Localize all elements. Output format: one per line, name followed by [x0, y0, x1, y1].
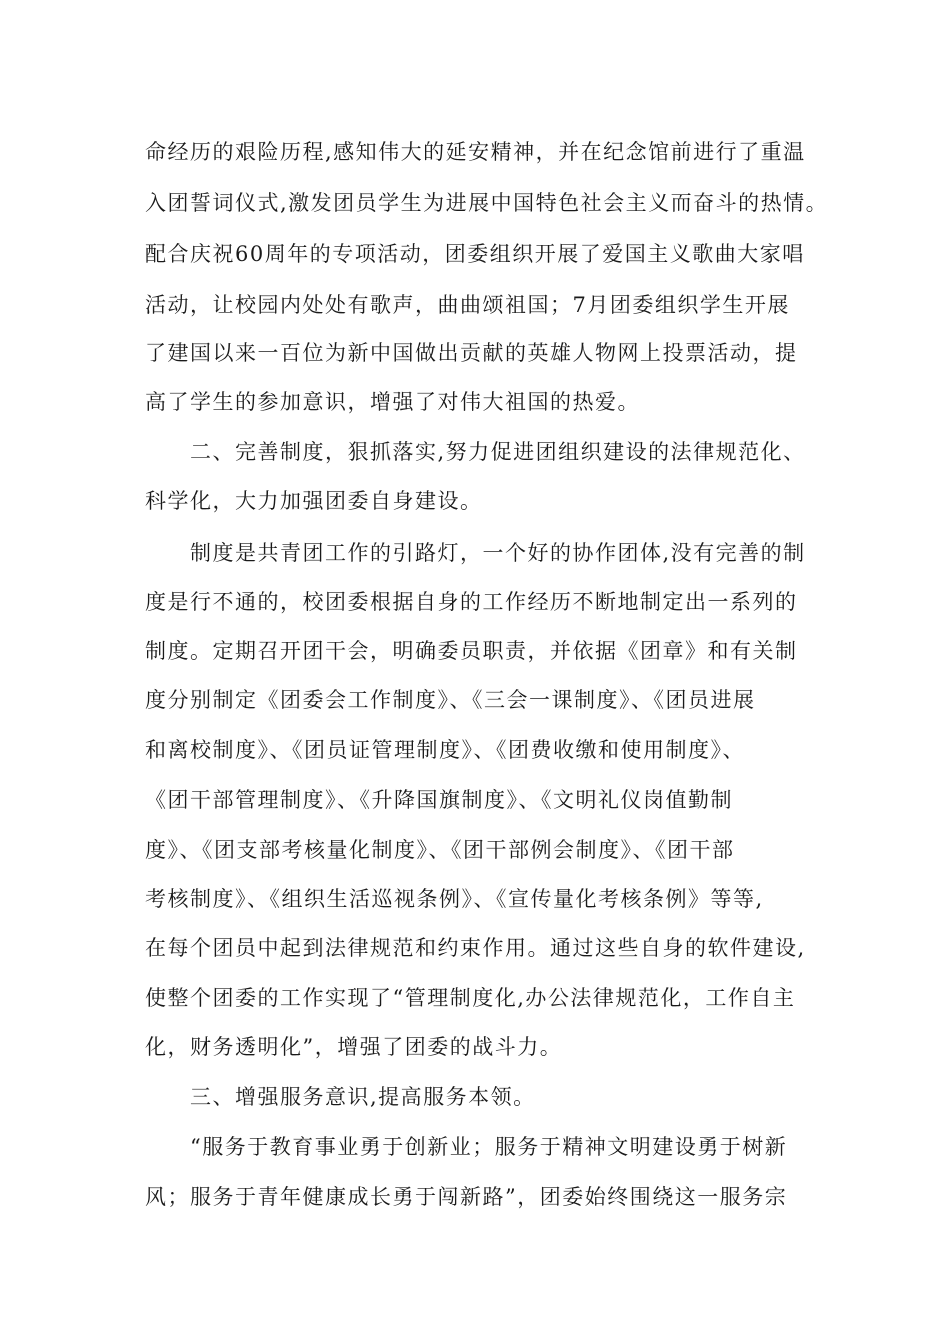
text-line: 制度。定期召开团干会，明确委员职责，并依据《团章》和有关制: [145, 639, 798, 663]
text-line: 高了学生的参加意识，增强了对伟大祖国的热爱。: [145, 390, 640, 414]
text-line: 考核制度》、《组织生活巡视条例》、《宣传量化考核条例》等等,: [145, 887, 764, 911]
text-line: 化，财务透明化”，增强了团委的战斗力。: [145, 1035, 563, 1059]
section-heading-2-cont: 科学化，大力加强团委自身建设。: [145, 489, 483, 513]
text-line: 活动，让校园内处处有歌声，曲曲颂祖国；7月团委组织学生开展: [145, 293, 790, 317]
text-line: 了建国以来一百位为新中国做出贡献的英雄人物网上投票活动，提: [145, 341, 798, 365]
section-heading-3: 三、增强服务意识,提高服务本领。: [190, 1085, 536, 1109]
text-line: 度》、《团支部考核量化制度》、《团干部例会制度》、《团干部: [145, 838, 735, 862]
text-line: 命经历的艰险历程,感知伟大的延安精神，并在纪念馆前进行了重温: [145, 140, 806, 164]
text-line: 配合庆祝60周年的专项活动，团委组织开展了爱国主义歌曲大家唱: [145, 242, 805, 266]
text-line: 入团誓词仪式,激发团员学生为进展中国特色社会主义而奋斗的热情。: [145, 191, 829, 215]
text-line: 和离校制度》、《团员证管理制度》、《团费收缴和使用制度》、: [145, 738, 745, 762]
paragraph-start: 制度是共青团工作的引路灯，一个好的协作团体,没有完善的制: [190, 541, 806, 565]
text-line: 风；服务于青年健康成长勇于闯新路”，团委始终围绕这一服务宗: [145, 1185, 788, 1209]
text-line: 在每个团员中起到法律规范和约束作用。通过这些自身的软件建设,: [145, 936, 806, 960]
text-line: 度是行不通的，校团委根据自身的工作经历不断地制定出一系列的: [145, 590, 798, 614]
paragraph-start: “服务于教育事业勇于创新业；服务于精神文明建设勇于树新: [190, 1135, 788, 1159]
text-line: 《团干部管理制度》、《升降国旗制度》、《文明礼仪岗值勤制: [145, 788, 733, 812]
text-line: 度分别制定《团委会工作制度》、《三会一课制度》、《团员进展: [145, 688, 756, 712]
section-heading-2: 二、完善制度，狠抓落实,努力促进团组织建设的法律规范化、: [190, 440, 806, 464]
text-line: 使整个团委的工作实现了“管理制度化,办公法律规范化，工作自主: [145, 986, 796, 1010]
